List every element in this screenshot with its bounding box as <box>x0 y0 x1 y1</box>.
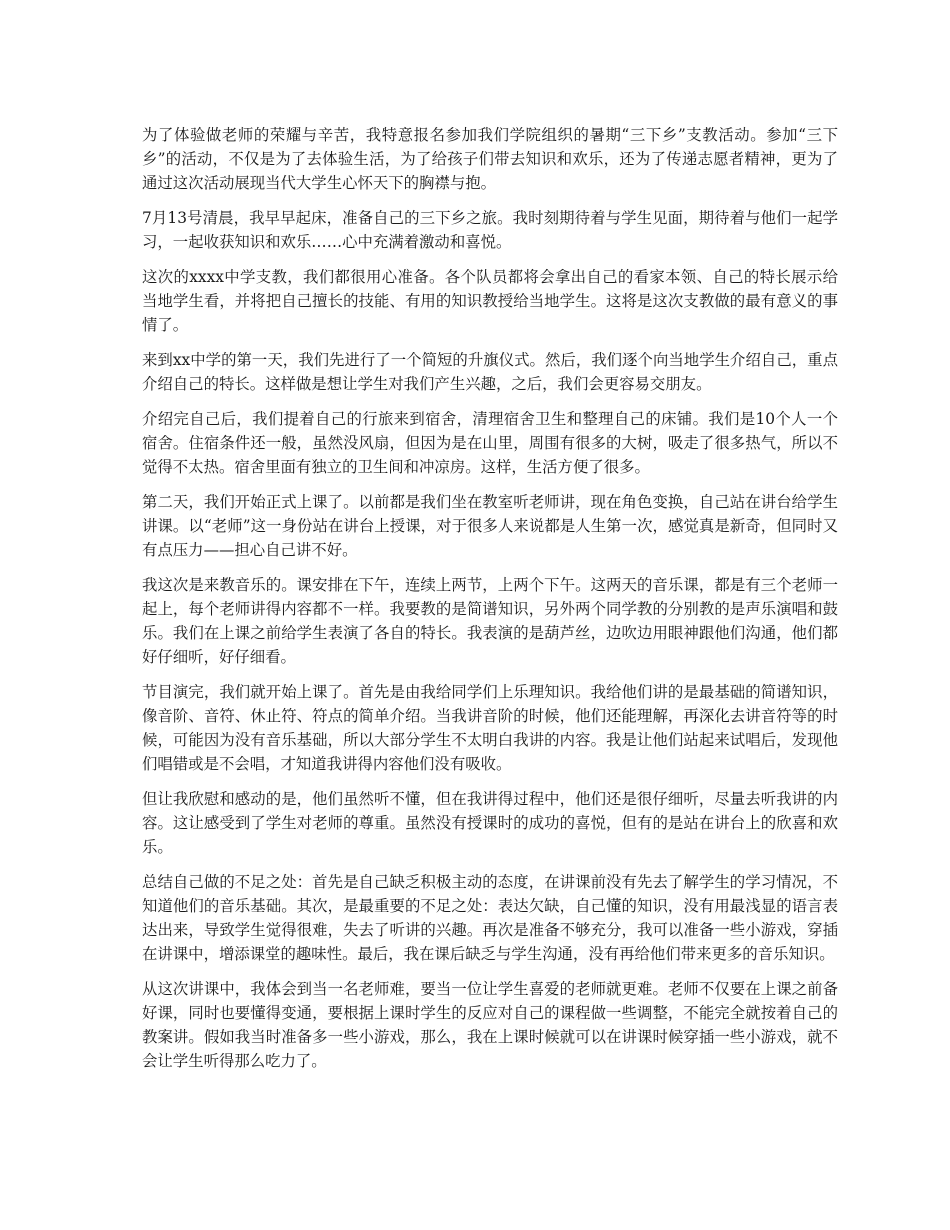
paragraph-5: 介绍完自己后，我们提着自己的行旅来到宿舍，清理宿舍卫生和整理自己的床铺。我们是10个人一个宿舍。住宿条件还一般，虽然没风扇，但因为是在山里，周围有很多的大树，吸走了很多热气，所以不觉得不太热。宿舍里面有独立的卫生间和冲凉房。这样，生活方便了很多。 <box>142 410 838 476</box>
document-body <box>142 123 838 1084</box>
paragraph-1: 为了体验做老师的荣耀与辛苦，我特意报名参加我们学院组织的暑期“三下乡”支教活动。参加“三下乡”的活动，不仅是为了去体验生活，为了给孩子们带去知识和欢乐，还为了传递志愿者精神，更为了通过这次活动展现当代大学生心怀天下的胸襟与抱。 <box>142 126 838 192</box>
paragraph-2: 7月13号清晨，我早早起床，准备自己的三下乡之旅。我时刻期待着与学生见面，期待着与他们一起学习，一起收获知识和欢乐……心中充满着激动和喜悦。 <box>142 209 838 251</box>
paragraph-4: 来到xx中学的第一天，我们先进行了一个简短的升旗仪式。然后，我们逐个向当地学生介绍自己，重点介绍自己的特长。这样做是想让学生对我们产生兴趣，之后，我们会更容易交朋友。 <box>142 351 838 393</box>
paragraph-11: 从这次讲课中，我体会到当一名老师难，要当一位让学生喜爱的老师就更难。老师不仅要在上课之前备好课，同时也要懂得变通，要根据上课时学生的反应对自己的课程做一些调整，不能完全就按着自己的教案讲。假如我当时准备多一些小游戏，那么，我在上课时候就可以在讲课时候穿插一些小游戏，就不会让学生听得那么吃力了。 <box>142 980 838 1070</box>
paragraph-6: 第二天，我们开始正式上课了。以前都是我们坐在教室听老师讲，现在角色变换，自己站在讲台给学生讲课。以“老师”这一身份站在讲台上授课，对于很多人来说都是人生第一次，感觉真是新奇，但同时又有点压力——担心自己讲不好。 <box>142 493 838 559</box>
paragraph-10: 总结自己做的不足之处：首先是自己缺乏积极主动的态度，在讲课前没有先去了解学生的学习情况，不知道他们的音乐基础。其次，是最重要的不足之处：表达欠缺，自己懂的知识，没有用最浅显的语言表达出来，导致学生觉得很难，失去了听讲的兴趣。再次是准备不够充分，我可以准备一些小游戏，穿插在讲课中，增添课堂的趣味性。最后，我在课后缺乏与学生沟通，没有再给他们带来更多的音乐知识。 <box>142 873 838 963</box>
paragraph-7: 我这次是来教音乐的。课安排在下午，连续上两节，上两个下午。这两天的音乐课，都是有三个老师一起上，每个老师讲得内容都不一样。我要教的是简谱知识，另外两个同学教的分别教的是声乐演唱和鼓乐。我们在上课之前给学生表演了各自的特长。我表演的是葫芦丝，边吹边用眼神跟他们沟通，他们都好仔细听，好仔细看。 <box>142 576 838 666</box>
paragraph-3: 这次的xxxx中学支教，我们都很用心准备。各个队员都将会拿出自己的看家本领、自己的特长展示给当地学生看，并将把自己擅长的技能、有用的知识教授给当地学生。这将是这次支教做的最有意义的事情了。 <box>142 268 838 334</box>
paragraph-9: 但让我欣慰和感动的是，他们虽然听不懂，但在我讲得过程中，他们还是很仔细听，尽量去听我讲的内容。这让感受到了学生对老师的尊重。虽然没有授课时的成功的喜悦，但有的是站在讲台上的欣喜和欢乐。 <box>142 790 838 856</box>
paragraph-8: 节目演完，我们就开始上课了。首先是由我给同学们上乐理知识。我给他们讲的是最基础的简谱知识，像音阶、音符、休止符、符点的简单介绍。当我讲音阶的时候，他们还能理解，再深化去讲音符等的时候，可能因为没有音乐基础，所以大部分学生不太明白我讲的内容。我是让他们站起来试唱后，发现他们唱错或是不会唱，才知道我讲得内容他们没有吸收。 <box>142 683 838 773</box>
